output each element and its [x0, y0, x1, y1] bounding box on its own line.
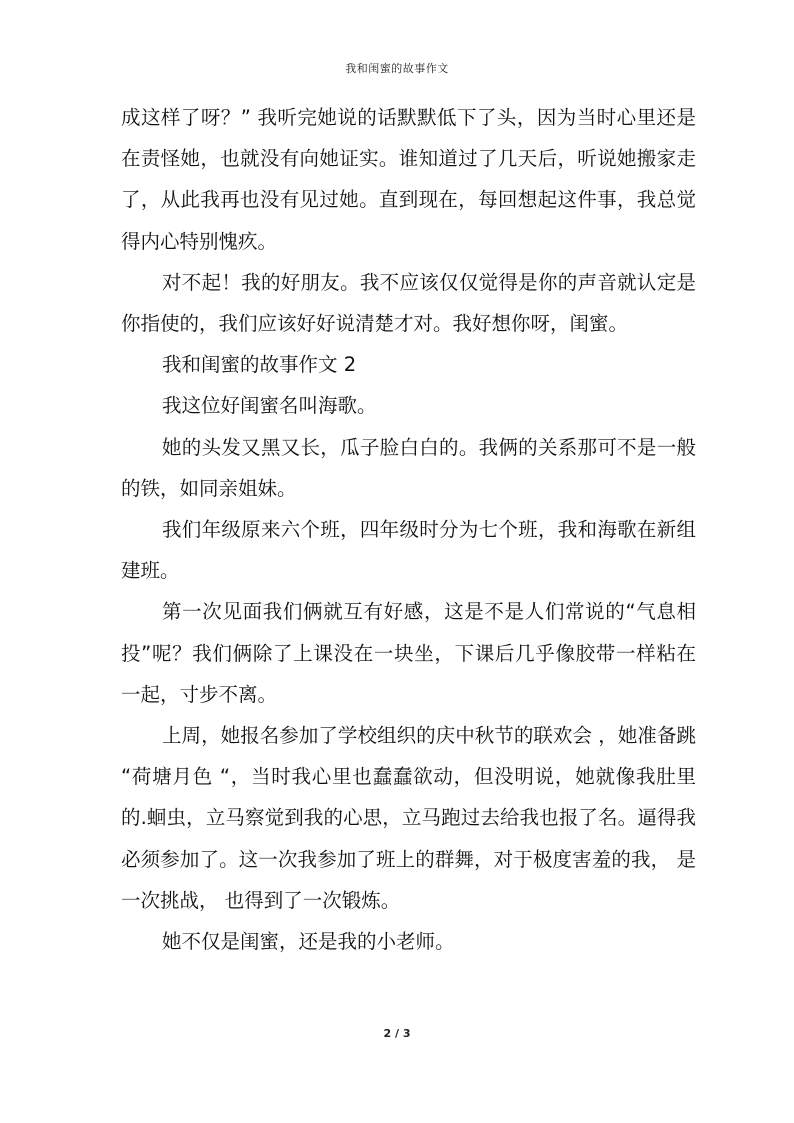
document-body — [121, 97, 696, 962]
paragraph: 成这样了呀？” 我听完她说的话默默低下了头，因为当时心里还是在责怪她，也就没有向她证实。谁知道过了几天后，听说她搬家走了，从此我再也没有见过她。直到现在，每回想起这件事，我总觉得内心特别愧疚。 — [121, 106, 696, 253]
paragraph: 第一次见面我们俩就互有好感，这是不是人们常说的“气息相投”呢？我们俩除了上课没在一块坐，下课后几乎像胶带一样粘在一起，寸步不离。 — [121, 600, 696, 706]
paragraph: 她不仅是闺蜜，还是我的小老师。 — [162, 930, 455, 954]
paragraph: 我这位好闺蜜名叫海歌。 — [162, 394, 377, 418]
page-number: 2 / 3 — [383, 1027, 411, 1040]
paragraph: 上周，她报名参加了学校组织的庆中秋节的联欢会 ，她准备跳 “荷塘月色 “，当时我心里也蠢蠢欲动，但没明说，她就像我肚里的.蛔虫，立马察觉到我的心思，立马跑过去给我也报了名。逼得我必须参加了。这一次我参加了班上的群舞，对于极度害羞的我， 是一次挑战， 也得到了一次锻炼。 — [121, 724, 696, 912]
section-heading: 我和闺蜜的故事作文 2 — [162, 353, 357, 377]
paragraph: 我们年级原来六个班，四年级时分为七个班，我和海歌在新组建班。 — [121, 518, 696, 583]
page-header: 我和闺蜜的故事作文 — [345, 62, 449, 75]
paragraph: 她的头发又黑又长，瓜子脸白白的。我俩的关系那可不是一般的铁，如同亲姐妹。 — [121, 435, 696, 500]
paragraph: 对不起！我的好朋友。我不应该仅仅觉得是你的声音就认定是你指使的，我们应该好好说清楚才对。我好想你呀，闺蜜。 — [121, 270, 696, 336]
